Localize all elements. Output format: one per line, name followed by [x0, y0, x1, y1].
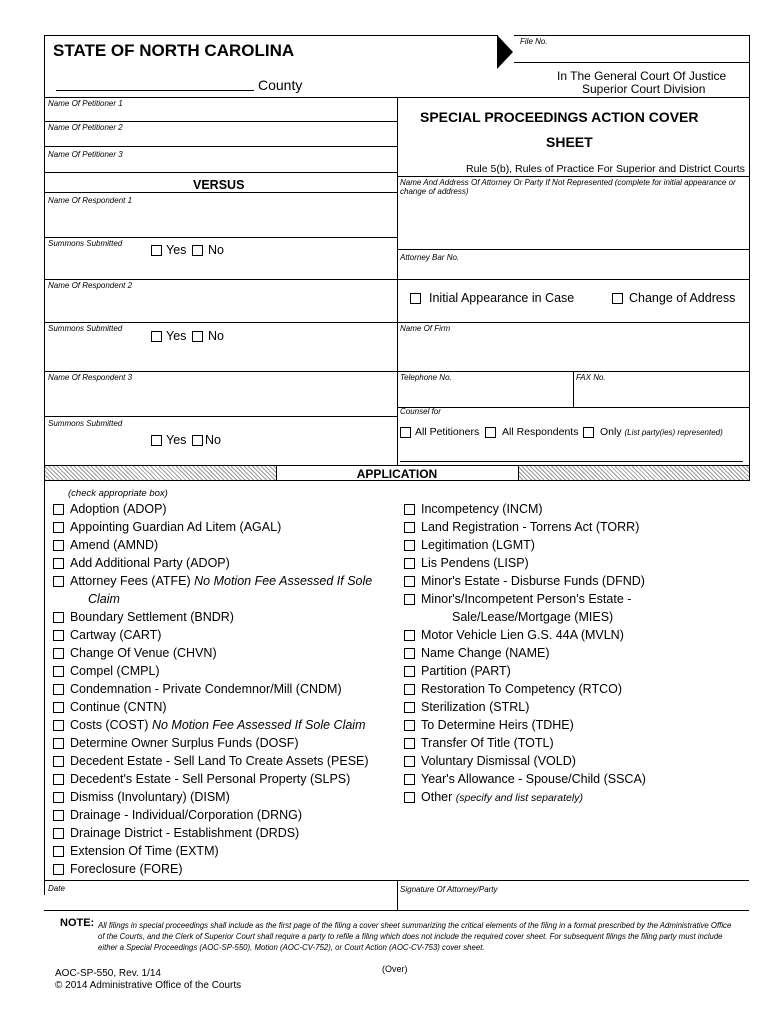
checkbox[interactable]: [612, 293, 623, 304]
petitioner1-label: Name Of Petitioner 1: [48, 99, 123, 108]
checkbox[interactable]: [53, 612, 64, 623]
copyright: © 2014 Administrative Office of the Courts: [55, 980, 242, 991]
checkbox[interactable]: [404, 594, 415, 605]
bar-no-label: Attorney Bar No.: [400, 253, 460, 262]
checkbox[interactable]: [53, 576, 64, 587]
checkbox[interactable]: [151, 245, 162, 256]
checkbox[interactable]: [151, 331, 162, 342]
checkbox[interactable]: [485, 427, 496, 438]
firm-label: Name Of Firm: [400, 324, 451, 333]
checkbox[interactable]: [53, 756, 64, 767]
respondent3-label: Name Of Respondent 3: [48, 373, 133, 382]
form-title-line1: SPECIAL PROCEEDINGS ACTION COVER: [420, 109, 699, 125]
checkbox[interactable]: [404, 684, 415, 695]
court-line2: Superior Court Division: [582, 82, 706, 96]
checkbox[interactable]: [404, 792, 415, 803]
file-no-label: File No.: [520, 37, 548, 46]
checkbox[interactable]: [410, 293, 421, 304]
checkbox[interactable]: [404, 774, 415, 785]
checkbox[interactable]: [53, 864, 64, 875]
note-text: All filings in special proceedings shall include as the first page of the filing a cover sheet summarizing the critical elements of the filing in a format prescribed by the Administrative Office of the Courts, and the Clerk of Superior Court shall require a party to refile a filing which does not include the required cover sheet. For subsequent filings the filing party must include either a Special Proceedings (AOC-SP-550), Motion (AOC-CV-752), or Court Action (AOC-CV-753) cover sheet.: [98, 921, 732, 952]
respondent1-label: Name Of Respondent 1: [48, 196, 133, 205]
respondent2-label: Name Of Respondent 2: [48, 281, 133, 290]
state-title: STATE OF NORTH CAROLINA: [53, 41, 295, 60]
checkbox[interactable]: [53, 540, 64, 551]
checkbox[interactable]: [404, 522, 415, 533]
checkbox[interactable]: [151, 435, 162, 446]
checkbox[interactable]: [53, 720, 64, 731]
checkbox[interactable]: [53, 684, 64, 695]
checkbox[interactable]: [404, 756, 415, 767]
summons2-label: Summons Submitted: [48, 324, 123, 333]
telephone-label: Telephone No.: [400, 373, 452, 382]
checkbox[interactable]: [583, 427, 594, 438]
checkbox[interactable]: [192, 331, 203, 342]
fax-label: FAX No.: [576, 373, 606, 382]
checkbox[interactable]: [53, 702, 64, 713]
checkbox[interactable]: [192, 245, 203, 256]
court-line1: In The General Court Of Justice: [557, 69, 727, 83]
checkbox[interactable]: [53, 648, 64, 659]
summons1-label: Summons Submitted: [48, 239, 123, 248]
checkbox[interactable]: [404, 702, 415, 713]
checkbox[interactable]: [404, 504, 415, 515]
summons3-label: Summons Submitted: [48, 419, 123, 428]
checkbox[interactable]: [404, 576, 415, 587]
checkbox[interactable]: [404, 666, 415, 677]
versus-label: VERSUS: [193, 178, 245, 192]
application-heading: APPLICATION: [356, 467, 438, 481]
form-number: AOC-SP-550, Rev. 1/14: [55, 968, 161, 979]
checkbox[interactable]: [404, 630, 415, 641]
checkbox[interactable]: [53, 522, 64, 533]
petitioner3-label: Name Of Petitioner 3: [48, 150, 123, 159]
form-title-line2: SHEET: [546, 134, 593, 150]
check-note: (check appropriate box): [68, 488, 168, 499]
checkbox[interactable]: [53, 846, 64, 857]
checkbox[interactable]: [53, 828, 64, 839]
checkbox[interactable]: [53, 774, 64, 785]
checkbox[interactable]: [404, 648, 415, 659]
checkbox[interactable]: [53, 810, 64, 821]
note-label: NOTE:: [60, 917, 95, 929]
checkbox[interactable]: [53, 792, 64, 803]
checkbox[interactable]: [53, 738, 64, 749]
petitioner2-label: Name Of Petitioner 2: [48, 123, 123, 132]
county-label: County: [258, 77, 303, 93]
counsel-for-label: Counsel for: [400, 407, 441, 416]
date-label: Date: [48, 884, 65, 893]
checkbox[interactable]: [404, 720, 415, 731]
checkbox[interactable]: [53, 558, 64, 569]
checkbox[interactable]: [404, 738, 415, 749]
checkbox[interactable]: [192, 435, 203, 446]
checkbox[interactable]: [53, 666, 64, 677]
over-label: (Over): [382, 964, 408, 974]
file-arrow-icon: [497, 35, 515, 70]
checkbox[interactable]: [400, 427, 411, 438]
checkbox[interactable]: [404, 540, 415, 551]
mies-continuation: Sale/Lease/Mortgage (MIES): [452, 610, 614, 624]
attorney-name-label: Name And Address Of Attorney Or Party If Not Represented (complete for initial appearance or change of address): [400, 178, 736, 196]
checkbox[interactable]: [53, 630, 64, 641]
checkbox[interactable]: [404, 558, 415, 569]
checkbox[interactable]: [53, 504, 64, 515]
signature-label: Signature Of Attorney/Party: [400, 885, 498, 894]
claim-continuation: Claim: [88, 592, 120, 606]
rule-text: Rule 5(b), Rules of Practice For Superior and District Courts: [466, 163, 745, 175]
